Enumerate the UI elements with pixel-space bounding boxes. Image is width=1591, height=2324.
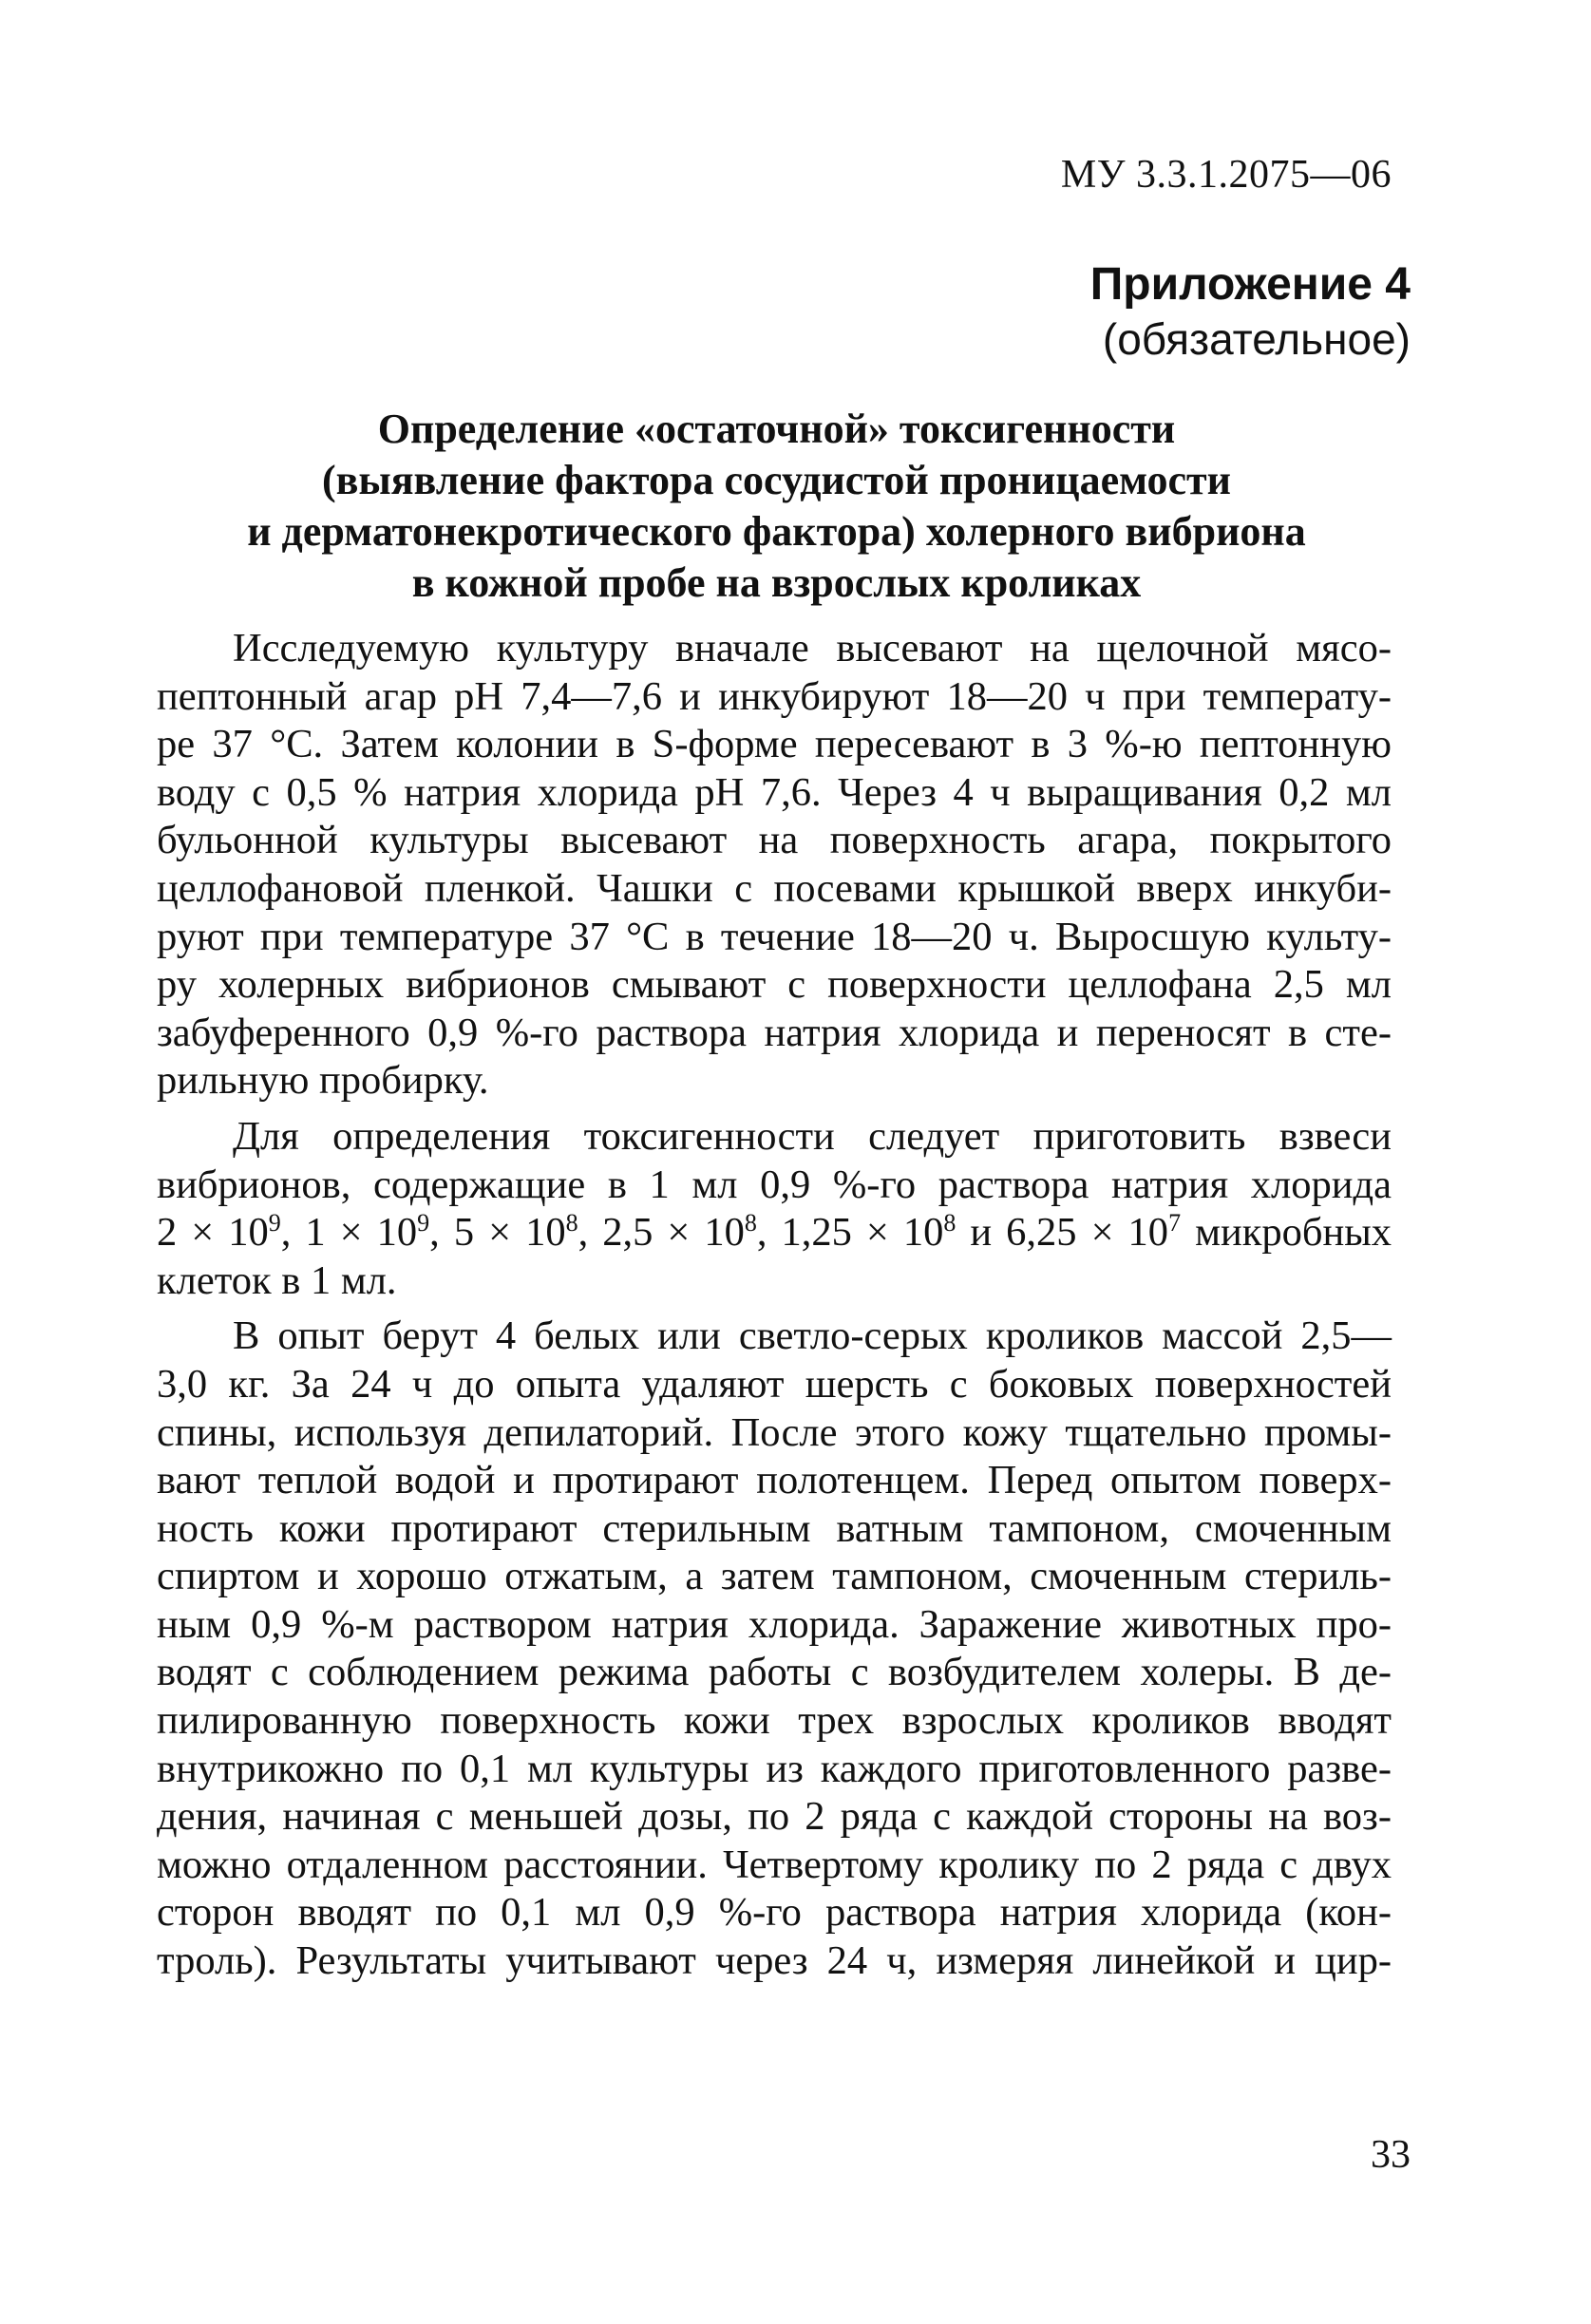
concentration-text: 2 × 10 bbox=[157, 1210, 269, 1256]
text-line: пилированную поверхность кожи трех взрослых кроликов вводят bbox=[157, 1698, 1392, 1744]
text-line: ре 37 °С. Затем колонии в S-форме пересевают в 3 %-ю пептонную bbox=[157, 722, 1392, 767]
page-number: 33 bbox=[1371, 2133, 1411, 2177]
text-line: спиртом и хорошо отжатым, а затем тампоном, смоченным стериль- bbox=[157, 1554, 1392, 1599]
text-line: спины, используя депилаторий. После этого кожу тщательно промы- bbox=[157, 1409, 1392, 1455]
text-line: целлофановой пленкой. Чашки с посевами крышкой вверх инкуби- bbox=[157, 865, 1392, 911]
exponent: 9 bbox=[268, 1208, 281, 1237]
text-line: пептонный агар pH 7,4—7,6 и инкубируют 18—20 ч при температу- bbox=[157, 673, 1392, 719]
concentration-text: , 2,5 × 10 bbox=[578, 1210, 745, 1256]
concentration-text: , 1 × 10 bbox=[280, 1210, 418, 1256]
text-line: дения, начиная с меньшей дозы, по 2 ряда с каждой стороны на воз- bbox=[157, 1794, 1392, 1840]
text-line: ность кожи протирают стерильным ватным тампоном, смоченным bbox=[157, 1505, 1392, 1551]
heading-line: Определение «остаточной» токсигенности bbox=[377, 406, 1176, 452]
concentration-text: микробных bbox=[1181, 1210, 1392, 1256]
text-line: троль). Результаты учитывают через 24 ч, измеряя линейкой и цир- bbox=[157, 1938, 1392, 1984]
text-line: воду с 0,5 % натрия хлорида pH 7,6. Через 4 ч выращивания 0,2 мл bbox=[157, 769, 1392, 815]
appendix-note: (обязательное) bbox=[1102, 314, 1411, 364]
text-line: бульонной культуры высевают на поверхность агара, покрытого bbox=[157, 818, 1392, 863]
body-text bbox=[157, 625, 1392, 1986]
text-line: ру холерных вибрионов смывают с поверхности целлофана 2,5 мл bbox=[157, 962, 1392, 1008]
text-line: Исследуемую культуру вначале высевают на щелочной мясо- bbox=[233, 626, 1392, 671]
exponent: 8 bbox=[943, 1208, 956, 1237]
text-line: забуференного 0,9 %-го раствора натрия хлорида и переносят в сте- bbox=[157, 1010, 1392, 1055]
text-line: В опыт берут 4 белых или светло-серых кроликов массой 2,5— bbox=[233, 1313, 1392, 1359]
heading-line: в кожной пробе на взрослых кроликах bbox=[411, 559, 1142, 606]
text-line: Для определения токсигенности следует приготовить взвеси bbox=[233, 1113, 1392, 1159]
exponent: 8 bbox=[744, 1208, 757, 1237]
text-line: вают теплой водой и протирают полотенцем. Перед опытом поверх- bbox=[157, 1458, 1392, 1503]
text-line: внутрикожно по 0,1 мл культуры из каждого приготовленного разве- bbox=[157, 1746, 1392, 1791]
text-line: ным 0,9 %-м раствором натрия хлорида. Заражение животных про- bbox=[157, 1601, 1392, 1647]
text-line: водят с соблюдением режима работы с возбудителем холеры. В де- bbox=[157, 1650, 1392, 1695]
exponent: 7 bbox=[1168, 1208, 1182, 1237]
concentration-text: , 1,25 × 10 bbox=[756, 1210, 944, 1256]
exponent: 9 bbox=[417, 1208, 430, 1237]
text-line: руют при температуре 37 °С в течение 18—20 ч. Выросшую культу- bbox=[157, 914, 1392, 959]
concentration-text: и 6,25 × 10 bbox=[956, 1210, 1169, 1256]
concentration-line bbox=[157, 1209, 1392, 1257]
heading-line: и дерматонекротического фактора) холерного вибриона bbox=[247, 508, 1306, 555]
paragraph-suspensions bbox=[157, 1113, 1392, 1305]
heading-line: (выявление фактора сосудистой проницаемости bbox=[321, 457, 1232, 503]
concentration-text: , 5 × 10 bbox=[429, 1210, 566, 1256]
text-line: клеток в 1 мл. bbox=[157, 1257, 397, 1303]
text-line: вибрионов, содержащие в 1 мл 0,9 %-го раствора натрия хлорида bbox=[157, 1162, 1392, 1207]
text-line: рильную пробирку. bbox=[157, 1058, 489, 1104]
paragraph-culture bbox=[157, 625, 1392, 1105]
document-code: МУ 3.3.1.2075—06 bbox=[1060, 153, 1392, 197]
exponent: 8 bbox=[565, 1208, 578, 1237]
appendix-title: Приложение 4 bbox=[1089, 259, 1411, 310]
paragraph-experiment bbox=[157, 1313, 1392, 1985]
text-line: 3,0 кг. За 24 ч до опыта удаляют шерсть с боковых поверхностей bbox=[157, 1361, 1392, 1407]
text-line: сторон вводят по 0,1 мл 0,9 %-го раствора натрия хлорида (кон- bbox=[157, 1890, 1392, 1936]
section-heading bbox=[161, 404, 1392, 609]
text-line: можно отдаленном расстоянии. Четвертому кролику по 2 ряда с двух bbox=[157, 1842, 1392, 1887]
